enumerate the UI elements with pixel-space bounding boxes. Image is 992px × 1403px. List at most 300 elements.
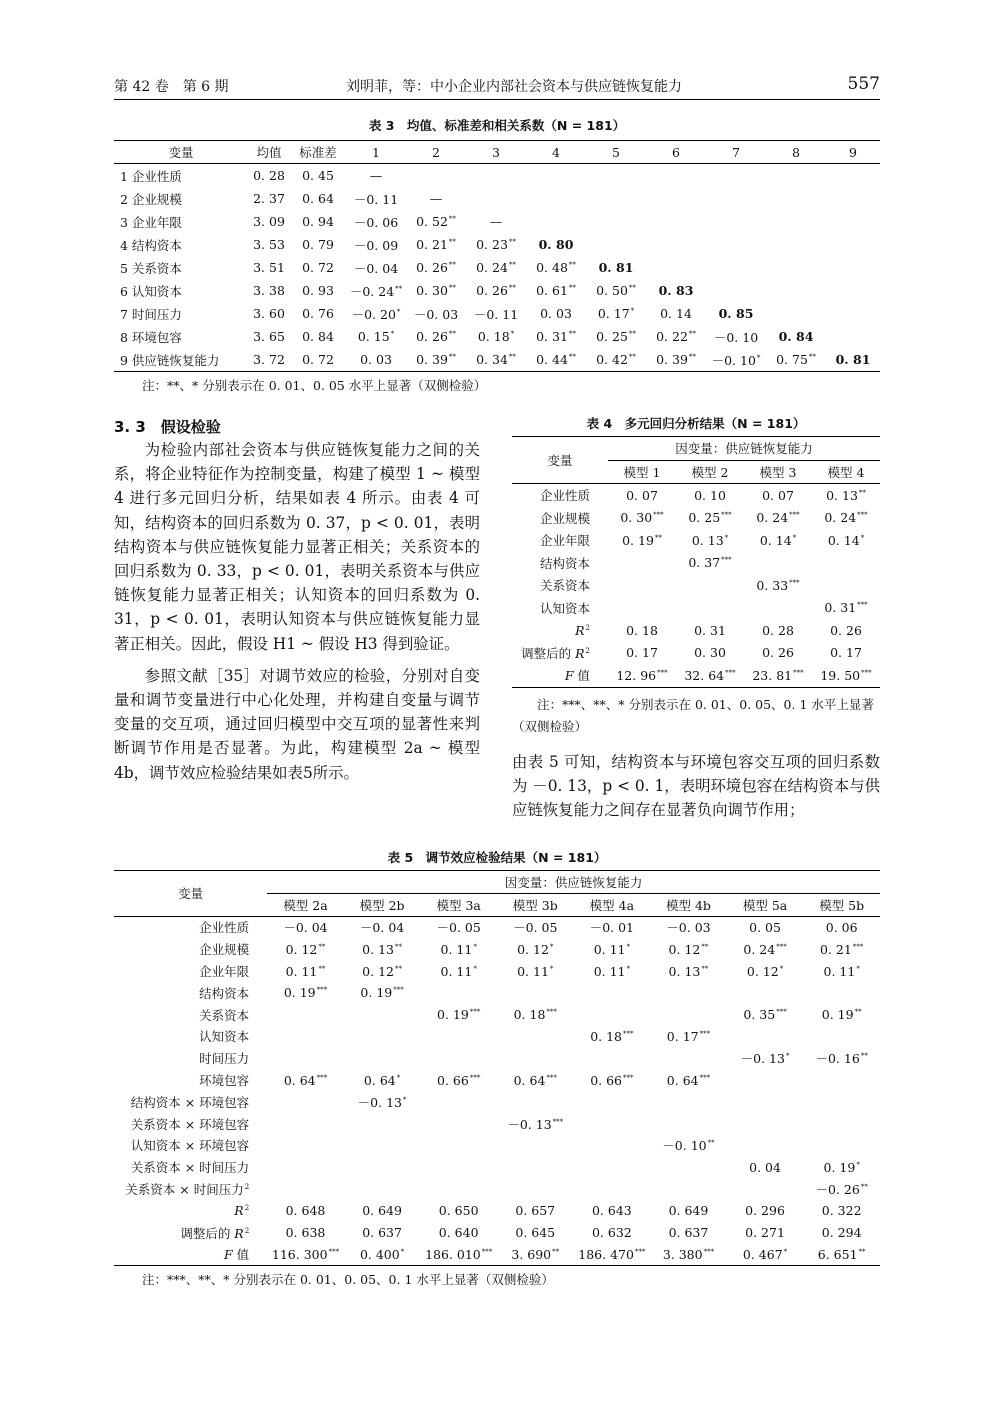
- table-cell: 0. 637: [668, 1225, 709, 1241]
- table-row: [114, 1069, 880, 1091]
- table-cell: [706, 210, 766, 233]
- table-cell: [420, 1156, 497, 1178]
- table-cell: [420, 1091, 497, 1113]
- dependent-variable-header: 因变量：供应链恢复能力: [267, 871, 880, 894]
- table-row: [114, 1026, 880, 1048]
- row-label: 企业规模: [539, 510, 590, 526]
- table-cell: [826, 210, 880, 233]
- table-row: [512, 664, 880, 687]
- table-cell: 0. 76: [302, 306, 334, 321]
- model-header: 模型 3b: [497, 893, 574, 916]
- table4-note: 注：***、**、* 分别表示在 0. 01、0. 05、0. 1 水平上显著（双侧检验）: [512, 697, 874, 734]
- model-header: 模型 4a: [574, 893, 651, 916]
- row-label: $R^2$: [575, 622, 590, 638]
- table-cell: [646, 210, 706, 233]
- table-cell: [344, 1135, 421, 1157]
- table-header-row: [114, 871, 880, 894]
- table-row: [512, 507, 880, 530]
- table-cell: 0. 12**: [668, 941, 709, 957]
- table-cell: 0. 75**: [766, 348, 826, 372]
- right-column-text: [512, 750, 880, 823]
- table-cell: 0. 24***: [743, 941, 787, 957]
- table-cell: 3. 53: [253, 237, 285, 252]
- table-cell: [574, 1156, 651, 1178]
- model-header: 模型 3: [744, 460, 812, 484]
- table-cell: 3. 690**: [497, 1244, 574, 1266]
- row-label: $R^2$: [234, 1203, 250, 1219]
- table-cell: 0. 64***: [513, 1072, 557, 1088]
- table-cell: －0. 11: [473, 306, 519, 322]
- table-cell: 3. 380***: [650, 1244, 727, 1266]
- table-cell: 0. 24***: [756, 510, 800, 526]
- table-cell: 0. 19***: [437, 1007, 481, 1023]
- column-header: 2: [406, 141, 466, 164]
- table-cell: 0. 24**: [476, 260, 516, 275]
- table-cell: [676, 597, 744, 620]
- table-cell: [586, 210, 646, 233]
- table-cell: [727, 1026, 804, 1048]
- table-cell: 0. 30**: [416, 283, 456, 298]
- table-cell: 0. 31: [694, 622, 726, 638]
- model-header: 模型 4b: [650, 893, 727, 916]
- table-row: [114, 1004, 880, 1026]
- table-cell: 0. 25***: [688, 510, 732, 526]
- model-header: 模型 2b: [344, 893, 421, 916]
- table-cell: 0. 66***: [437, 1072, 481, 1088]
- model-header: 模型 5a: [727, 893, 804, 916]
- table5: [114, 870, 880, 1266]
- table-cell: 0. 271: [745, 1225, 785, 1241]
- row-label: 企业年限: [539, 533, 590, 549]
- table-cell: [420, 982, 497, 1004]
- table-cell: [650, 1047, 727, 1069]
- table-cell: [466, 164, 526, 188]
- table-cell: [766, 302, 826, 325]
- table-cell: 0. 64*: [363, 1072, 401, 1088]
- table-cell: 186. 470***: [574, 1244, 651, 1266]
- table-cell: [420, 1135, 497, 1157]
- row-label: 关系资本: [539, 578, 590, 594]
- table-cell: 0. 400*: [344, 1244, 421, 1266]
- table-cell: 0. 13*: [691, 532, 729, 548]
- row-label: 关系资本 × 时间压力: [130, 1160, 250, 1176]
- row-label: 认知资本: [199, 1029, 250, 1045]
- table-cell: [744, 552, 812, 575]
- table-row: [114, 233, 880, 256]
- table-cell: －0. 10**: [662, 1138, 715, 1154]
- table-row: [114, 256, 880, 279]
- table-row: [114, 325, 880, 348]
- table-cell: 0. 294: [821, 1225, 862, 1241]
- table3: [114, 140, 880, 372]
- table-cell: [420, 1026, 497, 1048]
- row-label: 关系资本 × 环境包容: [130, 1116, 250, 1132]
- table-cell: 0. 649: [668, 1203, 709, 1219]
- table-cell: [727, 1069, 804, 1091]
- table-cell: 0. 632: [591, 1225, 632, 1241]
- table-cell: 0. 10: [694, 487, 726, 503]
- table-cell: 32. 64***: [676, 664, 744, 687]
- table-cell: [586, 233, 646, 256]
- table-cell: 0. 14*: [827, 532, 865, 548]
- table-cell: 0. 12*: [746, 963, 784, 979]
- row-label: 时间压力: [199, 1051, 250, 1067]
- table-cell: 3. 38: [253, 283, 285, 298]
- table-cell: —: [369, 168, 383, 183]
- table-cell: 6. 651**: [803, 1244, 880, 1266]
- table-cell: 0. 81: [598, 260, 634, 275]
- table-cell: [650, 982, 727, 1004]
- table-cell: [803, 1113, 880, 1135]
- table-cell: －0. 03: [413, 306, 459, 322]
- table-cell: [526, 210, 586, 233]
- row-label: 7 时间压力: [120, 306, 182, 322]
- table-cell: 0. 07: [626, 487, 658, 503]
- table-cell: [706, 187, 766, 210]
- row-label: 企业规模: [199, 942, 250, 958]
- table-row: [512, 597, 880, 620]
- table-cell: 0. 64***: [666, 1072, 711, 1088]
- table-row: [114, 1200, 880, 1222]
- row-label: 8 环境包容: [120, 329, 182, 345]
- table-cell: [650, 1113, 727, 1135]
- table-cell: 116. 300***: [267, 1244, 344, 1266]
- table-cell: 0. 34**: [466, 348, 526, 372]
- table5-caption: 表 5 调节效应检验结果（N = 181）: [387, 850, 607, 865]
- table-cell: 0. 64***: [283, 1072, 328, 1088]
- table-cell: [586, 187, 646, 210]
- table-cell: [803, 1026, 880, 1048]
- table-cell: －0. 04: [283, 920, 328, 936]
- table-cell: 0. 13**: [668, 963, 709, 979]
- table-cell: [727, 1178, 804, 1200]
- row-label: 企业性质: [539, 488, 590, 504]
- paragraph-1: 为检验内部社会资本与供应链恢复能力之间的关系，将企业特征作为控制变量，构建了模型 1 ~ 模型 4 进行多元回归分析，结果如表 4 所示。由表 4 可知，结构资本的回归系数为 0. 37，p < 0. 01，表明结构资本与供应链恢复能力显著正相关；关系资本的回归系数为 0. 33，p < 0. 01，表明关系资本与供应链恢复能力显著正相关；认知资本的回归系数为 0. 31，p < 0. 01，表明认知资本与供应链恢复能力显著正相关。因此，假设 H1 ~ 假设 H3 得到验证。: [114, 441, 480, 653]
- table-cell: 0. 30: [694, 645, 726, 661]
- table-cell: [744, 597, 812, 620]
- model-header: 模型 1: [608, 460, 676, 484]
- table-cell: [466, 187, 526, 210]
- table-cell: －0. 05: [513, 920, 558, 936]
- table-cell: 0. 80: [538, 237, 574, 252]
- table-cell: 0. 24***: [824, 510, 868, 526]
- table-cell: [406, 164, 466, 188]
- table-cell: [267, 1135, 344, 1157]
- table-cell: [574, 1004, 651, 1026]
- table5-note: 注：***、**、* 分别表示在 0. 01、0. 05、0. 1 水平上显著（双侧检验）: [142, 1272, 554, 1287]
- column-header: 8: [766, 141, 826, 164]
- table-cell: 0. 64: [302, 191, 334, 206]
- table-cell: －0. 13*: [357, 1094, 407, 1110]
- table-cell: [420, 1047, 497, 1069]
- table-cell: 0. 72: [290, 348, 346, 372]
- table-cell: 0. 03: [540, 306, 572, 321]
- table-cell: [826, 164, 880, 188]
- column-header: 均值: [248, 141, 290, 164]
- table-cell: [497, 1091, 574, 1113]
- table-cell: [766, 256, 826, 279]
- paragraph-3: 由表 5 可知，结构资本与环境包容交互项的回归系数为 －0. 13，p < 0. 1，表明环境包容在结构资本与供应链恢复能力之间存在显著负向调节作用；: [512, 753, 880, 820]
- table-cell: [812, 552, 880, 575]
- table-cell: 0. 11*: [593, 963, 631, 979]
- row-label: 认知资本 × 环境包容: [130, 1138, 250, 1154]
- table-cell: 0. 37***: [688, 555, 732, 571]
- table-cell: 12. 96***: [608, 664, 676, 687]
- dependent-variable-header: 因变量：供应链恢复能力: [608, 437, 880, 461]
- table-cell: 0. 03: [346, 348, 406, 372]
- table-cell: [497, 1026, 574, 1048]
- table-cell: 0. 26**: [416, 329, 456, 344]
- table-cell: [766, 279, 826, 302]
- table-cell: 0. 18***: [590, 1028, 634, 1044]
- table-cell: [727, 1091, 804, 1113]
- table-cell: 0. 638: [285, 1225, 326, 1241]
- model-header: 模型 3a: [420, 893, 497, 916]
- table-cell: [608, 597, 676, 620]
- model-header: 模型 5b: [803, 893, 880, 916]
- table-cell: 0. 45: [302, 168, 334, 183]
- table-cell: 0. 26: [762, 645, 794, 661]
- table-cell: [497, 1156, 574, 1178]
- table-cell: －0. 11: [353, 191, 399, 207]
- table-cell: 0. 72: [302, 260, 334, 275]
- table-header-row: [512, 437, 880, 461]
- table-cell: 3. 60: [253, 306, 285, 321]
- table-cell: [646, 256, 706, 279]
- table-cell: 0. 17: [626, 645, 658, 661]
- table-cell: －0. 04: [359, 920, 405, 936]
- table-cell: 0. 31***: [824, 600, 868, 616]
- table-cell: —: [489, 214, 503, 229]
- running-header: [114, 76, 880, 98]
- table-cell: 0. 25**: [596, 329, 636, 344]
- table-cell: 0. 12*: [517, 941, 554, 957]
- section-heading: 3. 3 假设检验: [114, 418, 221, 436]
- column-header: 标准差: [290, 141, 346, 164]
- table-cell: 0. 44**: [526, 348, 586, 372]
- table-cell: [803, 1135, 880, 1157]
- model-header: 模型 2a: [267, 893, 344, 916]
- table-cell: [650, 1091, 727, 1113]
- header-rule: [114, 99, 880, 100]
- table-cell: 0. 39**: [406, 348, 466, 372]
- table-cell: 0. 84: [778, 329, 814, 344]
- table-cell: 0. 11*: [517, 963, 554, 979]
- table-cell: 0. 26: [830, 622, 862, 638]
- table-cell: 0. 11*: [823, 963, 860, 979]
- table-cell: 0. 11*: [593, 941, 631, 957]
- table-header-row: [114, 141, 880, 164]
- table-cell: [646, 187, 706, 210]
- variable-header: 变量: [114, 871, 267, 917]
- table-row: [114, 1091, 880, 1113]
- table4-caption: 表 4 多元回归分析结果（N = 181）: [586, 416, 806, 431]
- table-row: [512, 552, 880, 575]
- row-label: 3 企业年限: [120, 214, 182, 230]
- table-cell: 0. 645: [515, 1225, 556, 1241]
- table-cell: [727, 1135, 804, 1157]
- table-cell: [766, 210, 826, 233]
- table-cell: 0. 657: [515, 1203, 556, 1219]
- table-cell: [676, 574, 744, 597]
- table-cell: [766, 233, 826, 256]
- table-row: [512, 642, 880, 665]
- column-header: 6: [646, 141, 706, 164]
- row-label: 环境包容: [199, 1073, 250, 1089]
- table-cell: 0. 50**: [596, 283, 636, 298]
- table-cell: [267, 1178, 344, 1200]
- table-cell: [574, 1135, 651, 1157]
- row-label: F 值: [114, 1244, 267, 1266]
- paragraph-2: 参照文献［35］对调节效应的检验，分别对自变量和调节变量进行中心化处理，并构建自变量与调节变量的交互项，通过回归模型中交互项的显著性来判断调节作用是否显著。为此，构建模型 2a ~ 模型 4b，调节效应检验结果如表5所示。: [114, 666, 480, 782]
- column-header: 1: [346, 141, 406, 164]
- table-cell: －0. 16**: [815, 1051, 868, 1067]
- table-cell: [727, 1113, 804, 1135]
- table-cell: 0. 11**: [285, 963, 326, 979]
- table-cell: 0. 83: [658, 283, 694, 298]
- table-row: [114, 916, 880, 938]
- table-row: [114, 187, 880, 210]
- table-cell: [267, 1091, 344, 1113]
- table-cell: 0. 322: [821, 1203, 862, 1219]
- table-cell: 0. 23**: [476, 237, 516, 252]
- table-cell: [826, 256, 880, 279]
- model-header: 模型 2: [676, 460, 744, 484]
- table-cell: [344, 1047, 421, 1069]
- table-cell: 0. 31**: [536, 329, 576, 344]
- table-cell: 0. 66***: [590, 1072, 634, 1088]
- table-cell: [420, 1113, 497, 1135]
- table-cell: [826, 302, 880, 325]
- table-row: [114, 302, 880, 325]
- row-label: 认知资本: [539, 600, 590, 616]
- table-row: [114, 164, 880, 188]
- table-cell: 0. 648: [285, 1203, 326, 1219]
- table-cell: 0. 21**: [416, 237, 456, 252]
- table-row: [114, 982, 880, 1004]
- row-label: 企业年限: [199, 964, 250, 980]
- table-cell: 0. 19**: [821, 1007, 862, 1023]
- running-title: 刘明菲，等：中小企业内部社会资本与供应链恢复能力: [346, 79, 682, 95]
- row-label: 5 关系资本: [120, 260, 182, 276]
- row-label: 结构资本 × 环境包容: [130, 1094, 250, 1110]
- table-cell: [497, 1047, 574, 1069]
- column-header: 7: [706, 141, 766, 164]
- table-cell: [526, 187, 586, 210]
- table-cell: 0. 19***: [360, 985, 404, 1001]
- table-cell: 0. 15*: [357, 329, 395, 344]
- table-cell: 3. 51: [253, 260, 285, 275]
- table-cell: [727, 982, 804, 1004]
- table-cell: 19. 50***: [812, 664, 880, 687]
- table4: [512, 436, 880, 688]
- table-cell: －0. 20*: [351, 306, 401, 322]
- table-cell: －0. 10: [713, 329, 759, 345]
- table-cell: [766, 187, 826, 210]
- table-cell: －0. 03: [666, 920, 711, 936]
- table-cell: 0. 17*: [597, 306, 635, 321]
- table-cell: 0. 04: [749, 1159, 781, 1175]
- table-cell: [650, 1004, 727, 1026]
- table-cell: 0. 643: [591, 1203, 632, 1219]
- table-cell: [344, 1004, 421, 1026]
- table-cell: —: [429, 191, 443, 206]
- table-cell: [344, 1026, 421, 1048]
- table-cell: 0. 12**: [362, 963, 402, 979]
- column-header: 9: [826, 141, 880, 164]
- table-cell: [574, 982, 651, 1004]
- column-header: 4: [526, 141, 586, 164]
- table-row: [114, 1135, 880, 1157]
- table-cell: [497, 1178, 574, 1200]
- table-cell: 0. 06: [825, 919, 858, 935]
- table-row: [114, 1244, 880, 1266]
- table-cell: －0. 01: [589, 920, 635, 936]
- table-cell: 0. 11*: [440, 941, 477, 957]
- row-label: 关系资本 × 时间压力$^2$: [125, 1182, 250, 1198]
- table-cell: 0. 19***: [283, 985, 328, 1001]
- table-row: [512, 484, 880, 507]
- table-cell: 0. 61**: [536, 283, 576, 298]
- table-cell: 0. 52**: [416, 214, 456, 229]
- table-cell: 0. 35***: [743, 1007, 787, 1023]
- table-cell: [574, 1113, 651, 1135]
- table-cell: 0. 12**: [285, 941, 326, 957]
- table-cell: [650, 1178, 727, 1200]
- table-cell: 2. 37: [253, 191, 285, 206]
- table-cell: 0. 650: [438, 1203, 479, 1219]
- table-cell: [420, 1178, 497, 1200]
- table-cell: 23. 81***: [744, 664, 812, 687]
- table-cell: －0. 26**: [815, 1182, 868, 1198]
- table-cell: [267, 1004, 344, 1026]
- variable-header: 变量: [512, 437, 608, 484]
- table-row: [114, 1178, 880, 1200]
- table-cell: [586, 164, 646, 188]
- row-label: 调整后的 $R^2$: [180, 1225, 250, 1241]
- table-cell: [812, 574, 880, 597]
- table-cell: 0. 07: [762, 487, 794, 503]
- table-cell: [706, 279, 766, 302]
- table-cell: 186. 010***: [420, 1244, 497, 1266]
- row-label: 结构资本: [199, 985, 250, 1001]
- table-cell: [497, 982, 574, 1004]
- table-cell: [706, 256, 766, 279]
- table-cell: [650, 1156, 727, 1178]
- left-column-text: [114, 438, 480, 785]
- table-cell: [267, 1113, 344, 1135]
- table-cell: [574, 1091, 651, 1113]
- table-cell: [608, 552, 676, 575]
- table-cell: 0. 26**: [416, 260, 456, 275]
- table-cell: [803, 1069, 880, 1091]
- table-cell: －0. 04: [353, 260, 399, 276]
- table-row: [114, 1222, 880, 1244]
- row-label: 6 认知资本: [120, 283, 182, 299]
- table-cell: [344, 1178, 421, 1200]
- table-cell: [826, 233, 880, 256]
- table-cell: [267, 1156, 344, 1178]
- table-cell: 0. 637: [362, 1225, 402, 1241]
- table-cell: 0. 17: [830, 645, 862, 661]
- table-cell: －0. 05: [436, 920, 481, 936]
- table-cell: 0. 467*: [727, 1244, 804, 1266]
- table3-caption: 表 3 均值、标准差和相关系数（N = 181）: [368, 118, 626, 133]
- row-label: 企业性质: [199, 920, 250, 936]
- column-header: 5: [586, 141, 646, 164]
- table-cell: 0. 33***: [756, 577, 800, 593]
- table-cell: 0. 26**: [476, 283, 516, 298]
